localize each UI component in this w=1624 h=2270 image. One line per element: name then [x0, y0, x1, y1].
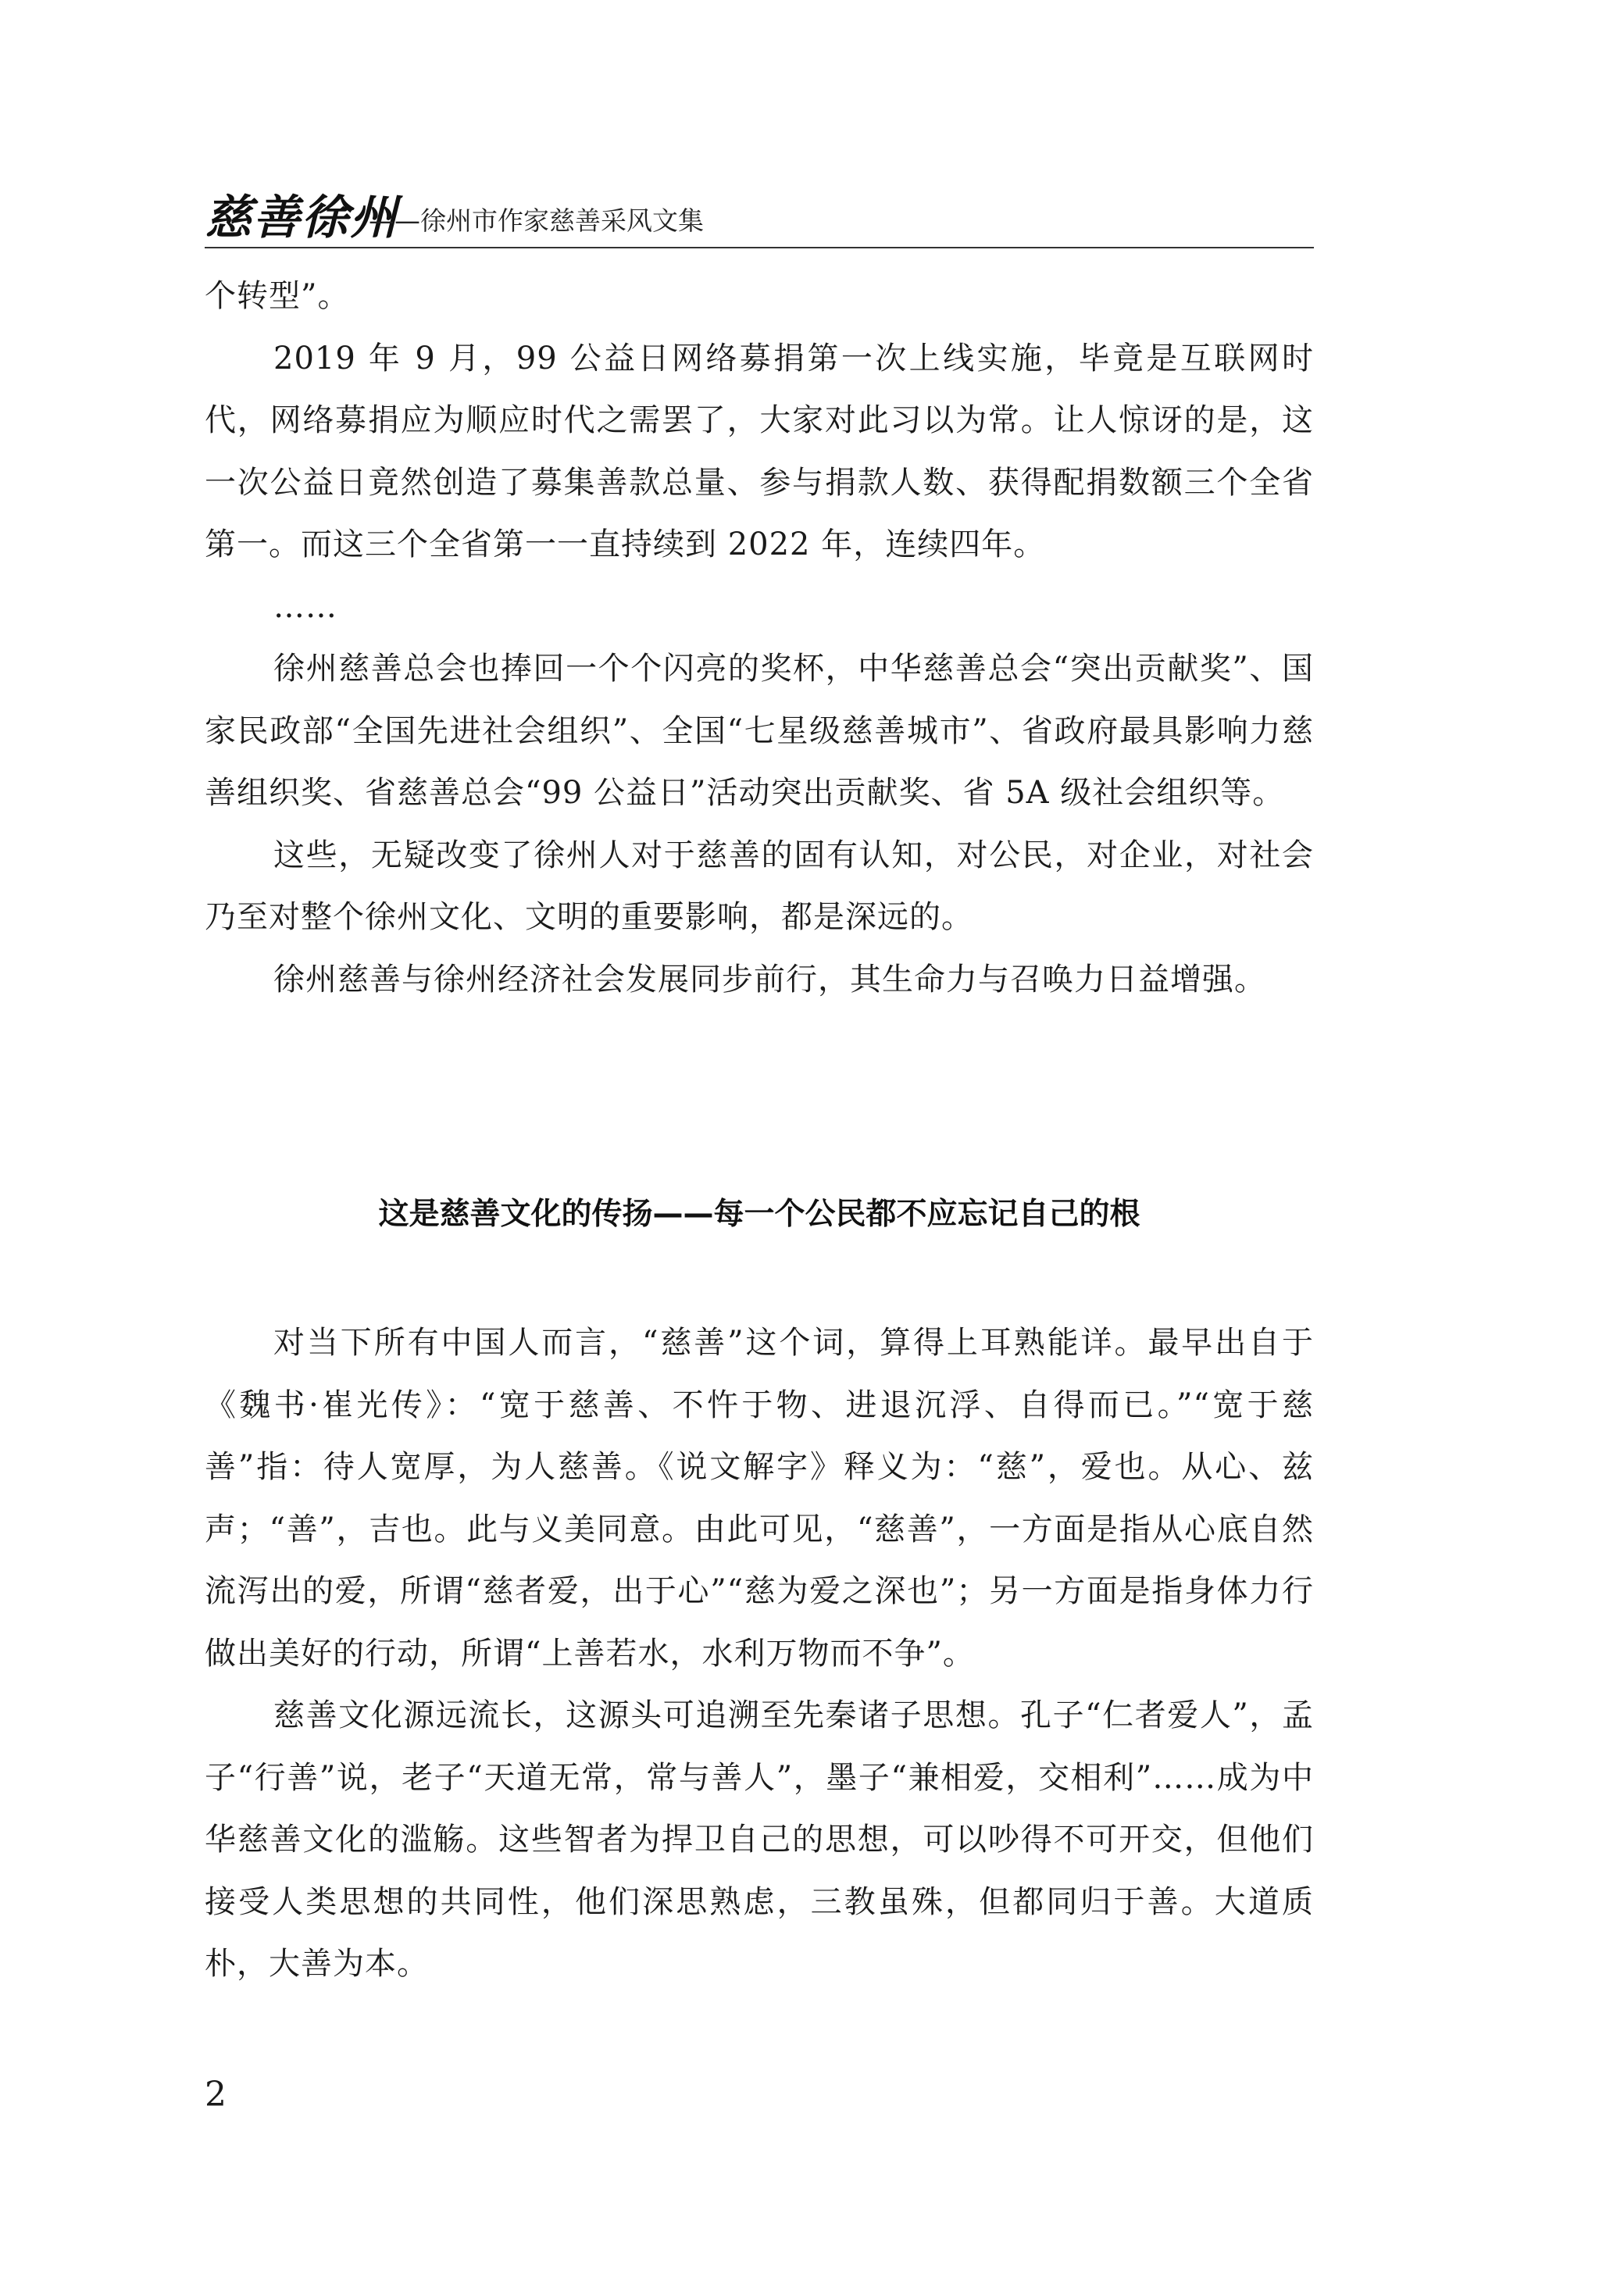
header-rule: [205, 247, 1314, 248]
ellipsis: ……: [273, 588, 337, 625]
book-subtitle: ——徐州市作家慈善采风文集: [369, 205, 704, 236]
paragraph: 慈善文化源远流长，这源头可追溯至先秦诸子思想。孔子“仁者爱人”，孟子“行善”说，老子“天道无常，常与善人”，墨子“兼相爱，交相利”……成为中华慈善文化的滥觞。这些智者为捍卫自己的思想，可以吵得不可开交，但他们接受人类思想的共同性，他们深思熟虑，三教虽殊，但都同归于善。大道质朴，大善为本。: [205, 1697, 1314, 1982]
section-1-body: [205, 266, 1314, 1011]
section-heading: 这是慈善文化的传扬——每一个公民都不应忘记自己的根: [378, 1197, 1140, 1232]
paragraph: 2019 年 9 月，99 公益日网络募捐第一次上线实施，毕竟是互联网时代，网络募捐应为顺应时代之需罢了，大家对此习以为常。让人惊讶的是，这一次公益日竟然创造了募集善款总量、参与捐款人数、获得配捐数额三个全省第一。而这三个全省第一一直持续到 2022 年，连续四年。: [205, 340, 1314, 562]
paragraph: 对当下所有中国人而言，“慈善”这个词，算得上耳熟能详。最早出自于《魏书·崔光传》：“宽于慈善、不忤于物、进退沉浮、自得而已。”“宽于慈善”指：待人宽厚，为人慈善。《说文解字》释义为：“慈”，爱也。从心、兹声；“善”，吉也。此与义美同意。由此可见，“慈善”，一方面是指从心底自然流泻出的爱，所谓“慈者爱，出于心”“慈为爱之深也”；另一方面是指身体力行做出美好的行动，所谓“上善若水，水利万物而不争”。: [205, 1325, 1314, 1672]
paragraph-continuation: 个转型”。: [205, 278, 350, 314]
book-logo: 慈善徐州: [205, 191, 398, 245]
section-2-body: [205, 1312, 1314, 1996]
paragraph: 徐州慈善总会也捧回一个个闪亮的奖杯，中华慈善总会“突出贡献奖”、国家民政部“全国先进社会组织”、全国“七星级慈善城市”、省政府最具影响力慈善组织奖、省慈善总会“99 公益日”活动突出贡献奖、省 5A 级社会组织等。: [205, 651, 1314, 811]
page-number: 2: [205, 2075, 227, 2115]
running-header: [205, 187, 1314, 250]
paragraph: 徐州慈善与徐州经济社会发展同步前行，其生命力与召唤力日益增强。: [273, 961, 1266, 998]
paragraph: 这些，无疑改变了徐州人对于慈善的固有认知，对公民，对企业，对社会乃至对整个徐州文化、文明的重要影响，都是深远的。: [205, 837, 1314, 935]
